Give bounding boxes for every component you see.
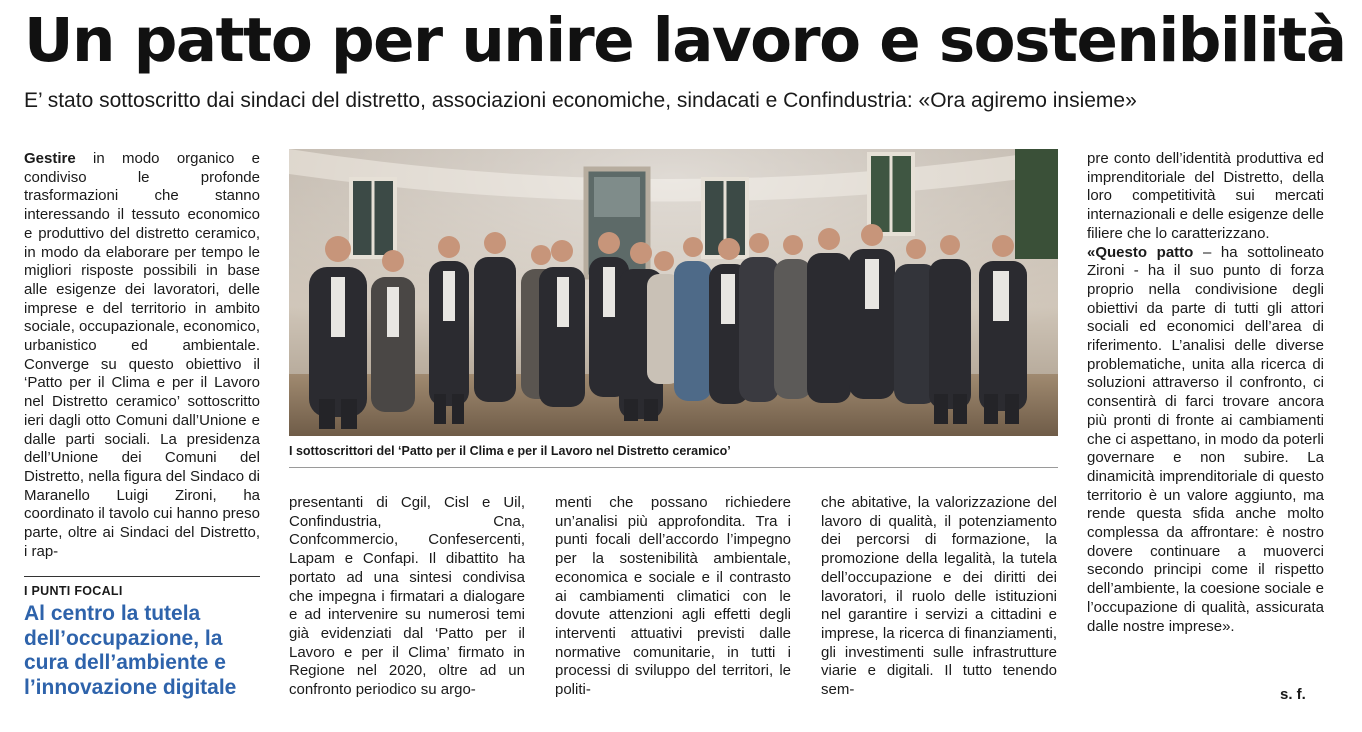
text-column-5 <box>1087 150 1324 636</box>
column-4-text: che abitative, la valorizzazione del lavoro di qualità, il potenziamento dei percorsi di formazione, la promozione della legalità, la tutela dell’occupazione e dei diritti dei lavoratori, il ruolo delle istituzioni nel garantire i servizi a cittadini e imprese, la ricerca di finanziamenti, gli investimenti sulle infrastrutture viarie e digitali. Il tutto tenendo sem- <box>821 494 1057 699</box>
caption-divider <box>289 467 1058 468</box>
text-column-1 <box>24 150 260 561</box>
sidebar-box-headline: Al centro la tutela dell’occupazione, la cura dell’ambiente e l’innovazione digitale <box>24 602 237 699</box>
text-column-3 <box>555 494 791 700</box>
column-1-text: in modo organico e condiviso le profonde trasformazioni che stanno interessando il tessuto economico e produttivo del distretto ceramico, in modo da elaborare per tempo le migliori risposte possibili in base alle esigenze dei lavoratori, delle imprese e del territorio in ambito sociale, occupazionale, economico, urbanistico ed ambientale. Converge su questo obiettivo il ‘Patto per il Clima e per il Lavoro nel Distretto ceramico’ sottoscritto ieri dagli otto Comuni dall’Unione e dalle parti sociali. La presidenza dell’Unione dei Comuni del Distretto, nella figura del Sindaco di Maranello Luigi Zironi, ha coordinato il tavolo cui hanno preso parte, oltre ai Sindaci del Distretto, i rap- <box>24 150 260 560</box>
column-3-text: menti che possano richiedere un’analisi più approfondita. Tra i punti focali dell’accordo l’impegno per la sostenibilità ambientale, economica e sociale e il contrasto ai cambiamenti climatici con le dovute attenzioni agli effetti degli interventi attuativi previsti dalle normative comunitarie, in tutti i processi di sviluppo del territori, le politi- <box>555 494 791 699</box>
column-5-text-a: pre conto dell’identità produttiva ed imprenditoriale del Distretto, della loro competitività sui mercati internazionali e delle esigenze delle filiere che lo caratterizzano. <box>1087 150 1324 242</box>
column-5-text-b: – ha sottolineato Zironi - ha il suo punto di forza proprio nella condivisione degli obiettivi da parte di tutti gli attori sociali ed economici dell’area di riferimento. L’analisi delle diverse problematiche, unita alla ricerca di soluzioni attraverso il confronto, ci consentirà di farci trovare ancora più pronti di fronte ai cambiamenti che ci aspettano, in modo da poterli governare e non subire. La dinamicità imprenditoriale di questo territorio è un valore aggiunto, ma rende questa sfida anche molto complessa da affrontare: è nostro dovere continuare a muoverci secondo principi come il rispetto dell’ambiente, la coesione sociale e l’occupazione di qualità, assicurata dalle nostre imprese». <box>1087 243 1324 635</box>
sidebar-box-label: I PUNTI FOCALI <box>24 584 123 598</box>
text-column-2 <box>289 494 525 700</box>
column-2-text: presentanti di Cgil, Cisl e Uil, Confindustria, Cna, Confcommercio, Confesercenti, Lapam e Confapi. Il dibattito ha portato ad una sintesi condivisa che impegna i firmatari a dialogare e ad intervenire su numerosi temi già evidenziati dal ‘Patto per il Lavoro e per il Clima’ firmato in Regione nel 2020, oltre ad un confronto periodico su argo- <box>289 494 525 699</box>
article-headline: Un patto per unire lavoro e sostenibilità <box>24 5 1346 76</box>
text-column-4 <box>821 494 1057 700</box>
photo-caption: I sottoscrittori del ‘Patto per il Clima e per il Lavoro nel Distretto ceramico’ <box>289 444 731 458</box>
group-photo <box>289 149 1058 436</box>
quote-lead: «Questo patto <box>1087 243 1194 261</box>
sidebar-box-divider <box>24 576 260 577</box>
article-subheadline: E’ stato sottoscritto dai sindaci del distretto, associazioni economiche, sindacati e Confindustria: «Ora agiremo insieme» <box>24 89 1137 112</box>
lead-word: Gestire <box>24 150 76 167</box>
author-signature: s. f. <box>1280 686 1306 703</box>
